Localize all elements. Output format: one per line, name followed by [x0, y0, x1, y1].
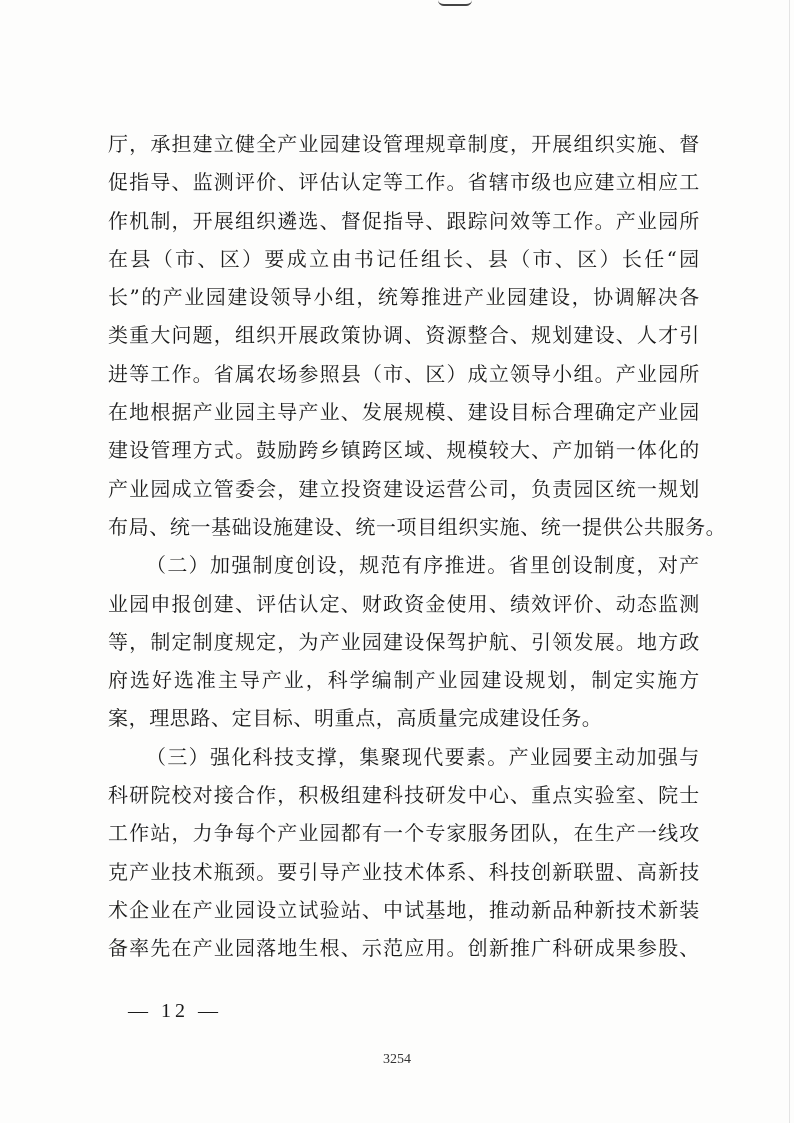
scan-edge	[789, 0, 790, 1123]
text-line: 厅 ， 承 担 建 立 健 全 产 业 园 建 设 管 理 规 章 制 度 ， 开 展 组 织 实 施 、 督	[108, 132, 700, 156]
scan-number: 3254	[383, 1052, 411, 1067]
text-line: 科 研 院 校 对 接 合 作 ， 积 极 组 建 科 技 研 发 中 心 、 重 点 实 验 室 、 院 士	[108, 783, 700, 808]
body-text	[108, 125, 727, 968]
text-line: 等 ， 制 定 制 度 规 定 ， 为 产 业 园 建 设 保 驾 护 航 、 引 领 发 展 。 地 方 政	[108, 629, 700, 654]
text-line: 备 率 先 在 产 业 园 落 地 生 根 、 示 范 应 用 。 创 新 推 广 科 研 成 果 参 股 、	[108, 936, 700, 961]
text-line: 克 产 业 技 术 瓶 颈 。 要 引 导 产 业 技 术 体 系 、 科 技 创 新 联 盟 、 高 新 技	[108, 859, 700, 884]
scan-binding-mark	[438, 0, 472, 6]
page-number: — 12 —	[128, 1000, 222, 1022]
text-line: 在 地 根 据 产 业 园 主 导 产 业 、 发 展 规 模 、 建 设 目 标 合 理 确 定 产 业 园	[108, 400, 700, 425]
text-line: 府 选 好 选 准 主 导 产 业 ， 科 学 编 制 产 业 园 建 设 规 划 ， 制 定 实 施 方	[108, 668, 700, 693]
text-line: 业 园 申 报 创 建 、 评 估 认 定 、 财 政 资 金 使 用 、 绩 效 评 价 、 动 态 监 测	[108, 591, 700, 616]
text-line: 术 企 业 在 产 业 园 设 立 试 验 站 、 中 试 基 地 ， 推 动 新 品 种 新 技 术 新 装	[108, 897, 700, 922]
text-line: 类 重 大 问 题 ， 组 织 开 展 政 策 协 调 、 资 源 整 合 、 规 划 建 设 、 人 才 引	[108, 323, 700, 348]
text-line: 促 指 导 、 监 测 评 价 、 评 估 认 定 等 工 作 。 省 辖 市 级 也 应 建 立 相 应 工	[108, 170, 700, 195]
text-line: 作 机 制 ， 开 展 组 织 遴 选 、 督 促 指 导 、 跟 踪 问 效 等 工 作 。 产 业 园 所	[108, 208, 700, 233]
text-line: 建 设 管 理 方 式 。 鼓 励 跨 乡 镇 跨 区 域 、 规 模 较 大 、 产 加 销 一 体 化 的	[108, 438, 700, 463]
text-line: 产 业 园 成 立 管 委 会 ， 建 立 投 资 建 设 运 营 公 司 ， 负 责 园 区 统 一 规 划	[108, 476, 700, 501]
text-line: 案，理思路、定目标、明重点，高质量完成建设任务。	[108, 706, 603, 731]
section-heading-line: （ 二 ） 加 强 制 度 创 设 ， 规 范 有 序 推 进 。 省 里 创 设 制 度 ， 对 产	[146, 553, 700, 578]
text-line: 在 县 （ 市 、 区 ） 要 成 立 由 书 记 任 组 长 、 县 （ 市 、 区 ） 长 任 “ 园	[108, 246, 700, 271]
text-line: 工 作 站 ， 力 争 每 个 产 业 园 都 有 一 个 专 家 服 务 团 队 ， 在 生 产 一 线 攻	[108, 821, 700, 846]
text-line: 布 局 、 统 一 基 础 设 施 建 设 、 统 一 项 目 组 织 实 施 、 统 一 提 供 公 共 服 务 。	[108, 514, 727, 539]
text-line: 长 ” 的 产 业 园 建 设 领 导 小 组 ， 统 筹 推 进 产 业 园 建 设 ， 协 调 解 决 各	[108, 285, 700, 310]
section-heading-line: （ 三 ） 强 化 科 技 支 撑 ， 集 聚 现 代 要 素 。 产 业 园 要 主 动 加 强 与	[146, 744, 700, 769]
text-line: 进 等 工 作 。 省 属 农 场 参 照 县 （ 市 、 区 ） 成 立 领 导 小 组 。 产 业 园 所	[108, 361, 700, 386]
